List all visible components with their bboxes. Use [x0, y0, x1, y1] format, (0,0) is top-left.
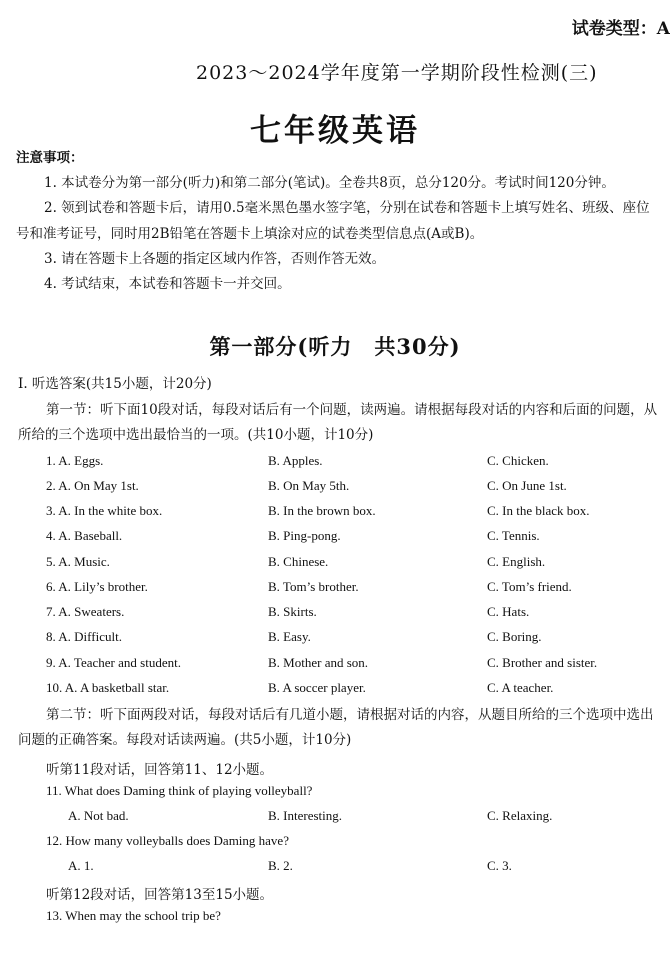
- question-4-option-b: B. Ping-pong.: [268, 528, 341, 543]
- question-10-option-a: 10. A. A basketball star.: [46, 680, 170, 695]
- question-1-option-c: C. Chicken.: [487, 453, 549, 468]
- question-5-option-b: B. Chinese.: [268, 554, 329, 569]
- note-item: 2. 领到试卷和答题卡后，请用0.5毫米黑色墨水签字笔，分别在试卷和答题卡上填写姓名、班级、座位号和准考证号，同时用2B铅笔在答题卡上填涂对应的试卷类型信息点(A或B)。: [16, 200, 650, 242]
- notes-section: [16, 146, 661, 297]
- question-2-option-a: 2. A. On May 1st.: [46, 478, 139, 493]
- question-11-stem: 11. What does Daming think of playing volleyball?: [46, 783, 313, 798]
- question-7-option-a: 7. A. Sweaters.: [46, 604, 125, 619]
- question-6-option-a: 6. A. Lily’s brother.: [46, 579, 148, 594]
- question-3-option-b: B. In the brown box.: [268, 503, 376, 518]
- question-11-option-c: C. Relaxing.: [487, 808, 553, 823]
- question-1-option-b: B. Apples.: [268, 453, 323, 468]
- question-11-option-a: A. Not bad.: [68, 808, 129, 823]
- sub2-instructions: 第二节：听下面两段对话，每段对话后有几道小题，请根据对话的内容，从题目所给的三个选项中选出问题的正确答案。每段对话读两遍。(共5小题，计10分): [18, 707, 654, 749]
- question-2-option-b: B. On May 5th.: [268, 478, 350, 493]
- question-1-option-a: 1. A. Eggs.: [46, 453, 104, 468]
- question-9-option-a: 9. A. Teacher and student.: [46, 655, 181, 670]
- dialog-11-prompt: 听第11段对话，回答第11、12小题。: [46, 762, 274, 778]
- question-10-option-b: B. A soccer player.: [268, 680, 366, 695]
- question-8-option-a: 8. A. Difficult.: [46, 629, 122, 644]
- question-6-option-b: B. Tom’s brother.: [268, 579, 359, 594]
- question-8-option-c: C. Boring.: [487, 629, 542, 644]
- exam-subtitle: 2023～2024学年度第一学期阶段性检测(三): [196, 62, 598, 84]
- question-7-option-c: C. Hats.: [487, 604, 530, 619]
- paper-type-label: 试卷类型：A: [571, 19, 670, 39]
- note-item: 1. 本试卷分为第一部分(听力)和第二部分(笔试)。全卷共8页，总分120分。考试时间120分钟。: [44, 175, 615, 192]
- notes-heading: 注意事项：: [16, 150, 84, 166]
- question-11-option-b: B. Interesting.: [268, 808, 343, 823]
- question-12-option-a: A. 1.: [68, 858, 94, 873]
- question-13-stem: 13. When may the school trip be?: [46, 908, 221, 923]
- question-12-stem: 12. How many volleyballs does Daming have?: [46, 833, 289, 848]
- question-3-option-c: C. In the black box.: [487, 503, 590, 518]
- note-item: 3. 请在答题卡上各题的指定区域内作答，否则作答无效。: [44, 250, 386, 267]
- exam-title: 七年级英语: [250, 113, 420, 149]
- question-5-option-a: 5. A. Music.: [46, 554, 110, 569]
- question-5-option-c: C. English.: [487, 554, 546, 569]
- question-7-option-b: B. Skirts.: [268, 604, 317, 619]
- part1-title: 第一部分(听力 共30分): [209, 334, 461, 359]
- question-9-option-b: B. Mother and son.: [268, 655, 369, 670]
- question-10-option-c: C. A teacher.: [487, 680, 554, 695]
- question-12-option-b: B. 2.: [268, 858, 293, 873]
- section1-title: Ⅰ. 听选答案(共15小题，计20分): [18, 376, 212, 392]
- dialog-12-prompt: 听第12段对话，回答第13至15小题。: [46, 887, 274, 903]
- question-12-option-c: C. 3.: [487, 858, 512, 873]
- question-3-option-a: 3. A. In the white box.: [46, 503, 163, 518]
- note-item: 4. 考试结束，本试卷和答题卡一并交回。: [44, 276, 291, 293]
- sub1-instructions: 第一节：听下面10段对话，每段对话后有一个问题，读两遍。请根据每段对话的内容和后面的问题，从所给的三个选项中选出最恰当的一项。(共10小题，计10分): [18, 402, 658, 444]
- question-6-option-c: C. Tom’s friend.: [487, 579, 572, 594]
- question-4-option-c: C. Tennis.: [487, 528, 540, 543]
- question-8-option-b: B. Easy.: [268, 629, 311, 644]
- question-9-option-c: C. Brother and sister.: [487, 655, 598, 670]
- question-4-option-a: 4. A. Baseball.: [46, 528, 123, 543]
- question-2-option-c: C. On June 1st.: [487, 478, 567, 493]
